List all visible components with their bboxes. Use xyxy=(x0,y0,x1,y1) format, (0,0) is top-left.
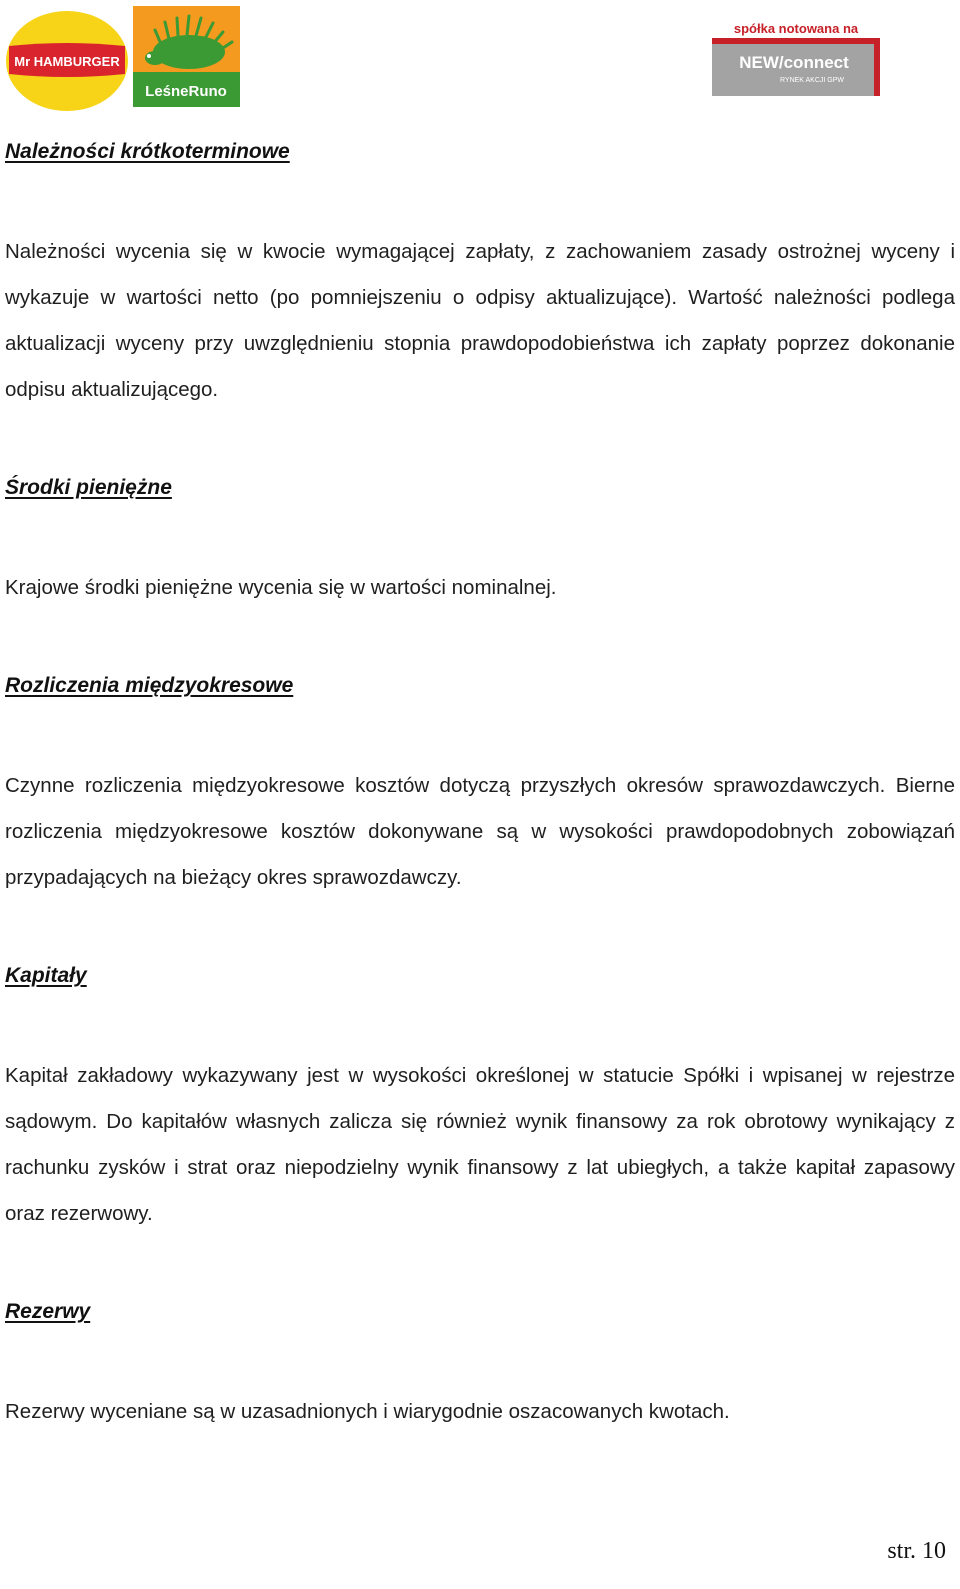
newconnect-wordmark: NEW/connect xyxy=(739,53,849,72)
paragraph-accruals: Czynne rozliczenia międzyokresowe kosztów dotyczą przyszłych okresów sprawozdawczych. Bierne rozliczenia międzyokresowe kosztów dokonywane są w wysokości prawdopodobnych zobowiązań przypadających na bieżący okres sprawozdawczy. xyxy=(5,774,955,889)
paragraph-receivables: Należności wycenia się w kwocie wymagającej zapłaty, z zachowaniem zasady ostrożnej wyceny i wykazuje w wartości netto (po pomniejszeniu o odpisy aktualizujące). Wartość należności podlega aktualizacji wyceny przy uwzględnieniu stopnia prawdopodobieństwa ich zapłaty poprzez dokonanie odpisu aktualizującego. xyxy=(5,240,955,401)
section-title-accruals: Rozliczenia międzyokresowe xyxy=(5,674,294,697)
newconnect-tagline: spółka notowana na xyxy=(733,21,859,36)
section-title-cash: Środki pieniężne xyxy=(5,476,172,499)
newconnect-logo xyxy=(712,18,880,98)
mr-hamburger-logo xyxy=(5,10,129,112)
paragraph-equity: Kapitał zakładowy wykazywany jest w wysokości określonej w statucie Spółki i wpisanej w rejestrze sądowym. Do kapitałów własnych zalicza się również wynik finansowy za rok obrotowy wynikający z rachunku zysków i strat oraz niepodzielny wynik finansowy z lat ubiegłych, a także kapitał zapasowy oraz rezerwowy. xyxy=(5,1064,955,1225)
paragraph-provisions: Rezerwy wyceniane są w uzasadnionych i wiarygodnie oszacowanych kwotach. xyxy=(5,1400,730,1423)
document-body xyxy=(5,137,955,1435)
section-title-receivables: Należności krótkoterminowe xyxy=(5,140,290,163)
section-title-equity: Kapitały xyxy=(5,964,87,987)
page-number: str. 10 xyxy=(887,1538,946,1564)
lesne-runo-logo-text: LeśneRuno xyxy=(145,83,227,100)
paragraph-cash: Krajowe środki pieniężne wycenia się w wartości nominalnej. xyxy=(5,576,557,599)
mr-hamburger-logo-text: Mr HAMBURGER xyxy=(14,54,120,69)
newconnect-subline: RYNEK AKCJI GPW xyxy=(779,77,845,84)
section-title-provisions: Rezerwy xyxy=(5,1300,91,1323)
lesne-runo-logo xyxy=(133,6,240,107)
page-header xyxy=(0,0,960,120)
